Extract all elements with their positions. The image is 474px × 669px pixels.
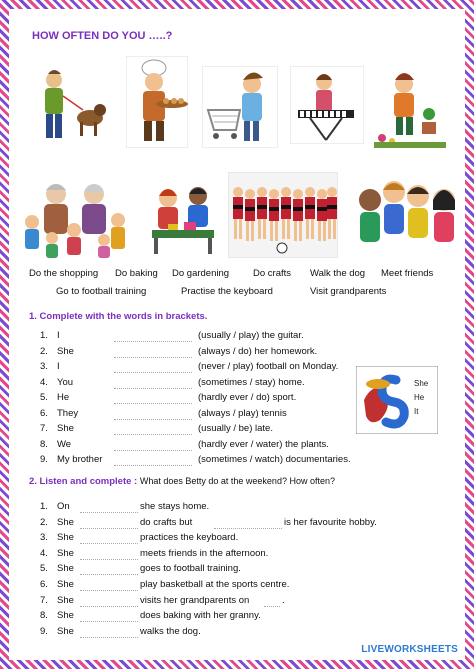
item-text: goes to football training.	[140, 563, 241, 575]
answer-gap[interactable]	[80, 559, 138, 560]
item-subject: She	[57, 423, 74, 434]
section-1-title: 1. Complete with the words in brackets.	[29, 311, 208, 322]
answer-gap[interactable]	[214, 528, 282, 529]
worksheet-title: HOW OFTEN DO YOU …..?	[32, 30, 173, 42]
section-2-row	[14, 532, 454, 546]
item-number: 4.	[40, 547, 48, 559]
answer-gap[interactable]	[80, 528, 138, 529]
item-number: 5.	[40, 392, 48, 403]
answer-gap[interactable]	[114, 403, 192, 404]
word-practise-the-keyboard: Practise the keyboard	[181, 286, 273, 297]
section-2-row	[14, 501, 454, 515]
item-subject: She	[57, 563, 74, 575]
section-2-row	[14, 626, 454, 640]
word-walk-the-dog: Walk the dog	[310, 268, 366, 279]
word-bank-row-1	[14, 268, 460, 282]
answer-gap[interactable]	[80, 621, 138, 622]
liveworksheets-logo: LIVEWORKSHEETS	[361, 644, 458, 655]
word-do-gardening: Do gardening	[172, 268, 230, 279]
sticker-it: It	[414, 407, 419, 416]
item-number: 1.	[40, 330, 48, 341]
word-do-the-shopping: Do the shopping	[29, 268, 99, 279]
answer-gap[interactable]	[114, 419, 192, 420]
item-hint: (hardly ever / do) sport.	[198, 392, 297, 403]
answer-gap[interactable]	[80, 606, 138, 607]
section-2-row	[14, 563, 454, 577]
answer-gap[interactable]	[114, 388, 192, 389]
word-bank-row-2	[14, 286, 460, 300]
football-training-picture	[228, 172, 338, 258]
item-number: 8.	[40, 438, 48, 450]
item-number: 7.	[40, 594, 48, 606]
answer-gap[interactable]	[80, 543, 138, 544]
section-2-question: What does Betty do at the weekend? How often?	[139, 476, 335, 486]
item-after-text: .	[282, 594, 285, 606]
walk-the-dog-picture	[28, 66, 108, 148]
section-1-row	[14, 454, 454, 468]
sticker-he: He	[414, 393, 425, 402]
item-number: 2.	[40, 345, 48, 357]
item-subject: My brother	[57, 454, 103, 465]
practise-keyboard-picture	[290, 66, 364, 144]
answer-gap[interactable]	[264, 606, 280, 607]
answer-gap[interactable]	[80, 512, 138, 513]
answer-gap[interactable]	[80, 574, 138, 575]
item-subject: I	[57, 330, 60, 341]
section-2-row	[14, 517, 454, 531]
item-subject: She	[57, 516, 74, 528]
do-the-shopping-picture	[202, 66, 278, 148]
word-meet-friends: Meet friends	[381, 268, 434, 279]
do-gardening-picture	[374, 66, 446, 148]
answer-gap[interactable]	[114, 465, 192, 466]
item-subject: You	[57, 376, 74, 388]
word-visit-grandparents: Visit grandparents	[310, 286, 387, 297]
section-1-row	[14, 346, 454, 360]
item-number: 8.	[40, 610, 48, 622]
item-text: practices the keyboard.	[140, 532, 239, 544]
item-subject: She	[57, 594, 74, 606]
item-text: visits her grandparents on	[140, 594, 250, 606]
do-crafts-picture	[148, 180, 218, 256]
sticker-she: She	[414, 379, 429, 388]
answer-gap[interactable]	[114, 357, 192, 358]
item-subject: She	[57, 345, 74, 357]
item-hint: (usually / be) late.	[198, 423, 273, 434]
item-hint: (hardly ever / water) the plants.	[198, 438, 329, 450]
answer-gap[interactable]	[80, 590, 138, 591]
section-1-row	[14, 330, 454, 344]
item-subject: They	[57, 407, 79, 419]
answer-gap[interactable]	[80, 637, 138, 638]
answer-gap[interactable]	[114, 341, 192, 342]
section-2-row	[14, 610, 454, 624]
word-do-baking: Do baking	[115, 268, 158, 279]
section-2-heading: 2. Listen and complete :	[29, 476, 138, 487]
item-after-text: is her favourite hobby.	[284, 516, 377, 528]
item-text: walks the dog.	[140, 625, 201, 637]
item-hint: (sometimes / watch) documentaries.	[198, 454, 351, 465]
item-number: 3.	[40, 532, 48, 544]
section-1-row	[14, 439, 454, 453]
item-subject: She	[57, 625, 74, 637]
answer-gap[interactable]	[114, 372, 192, 373]
item-text: meets friends in the afternoon.	[140, 547, 269, 559]
word-go-to-football-training: Go to football training	[56, 286, 147, 297]
item-number: 9.	[40, 454, 48, 465]
item-text: does baking with her granny.	[140, 610, 261, 622]
visit-grandparents-picture	[22, 172, 130, 262]
item-hint: (always / play) tennis	[198, 407, 287, 419]
worksheet-page	[14, 14, 460, 655]
item-text: do crafts but	[140, 516, 193, 528]
item-subject: She	[57, 547, 74, 559]
item-number: 6.	[40, 579, 48, 590]
item-subject: We	[57, 438, 72, 450]
answer-gap[interactable]	[114, 434, 192, 435]
item-hint: (always / do) her homework.	[198, 345, 318, 357]
item-subject: He	[57, 392, 70, 403]
item-number: 9.	[40, 625, 48, 637]
section-2-row	[14, 595, 454, 609]
item-subject: On	[57, 501, 70, 512]
section-2-row	[14, 548, 454, 562]
item-subject: She	[57, 610, 74, 622]
item-text: she stays home.	[140, 501, 210, 512]
item-subject: She	[57, 532, 74, 544]
item-number: 4.	[40, 376, 48, 388]
section-2-row	[14, 579, 454, 593]
answer-gap[interactable]	[114, 450, 192, 451]
item-hint: (never / play) football on Monday.	[198, 361, 339, 372]
item-subject: She	[57, 579, 74, 590]
meet-friends-picture	[356, 172, 460, 260]
item-hint: (usually / play) the guitar.	[198, 330, 304, 341]
super-s-sticker	[356, 366, 438, 434]
item-number: 1.	[40, 501, 48, 512]
item-text: play basketball at the sports centre.	[140, 579, 290, 590]
section-2-title	[29, 476, 335, 487]
item-number: 6.	[40, 407, 48, 419]
item-number: 7.	[40, 423, 48, 434]
item-number: 2.	[40, 516, 48, 528]
item-hint: (sometimes / stay) home.	[198, 376, 305, 388]
do-baking-picture	[126, 56, 188, 148]
item-number: 3.	[40, 361, 48, 372]
item-number: 5.	[40, 563, 48, 575]
word-do-crafts: Do crafts	[253, 268, 292, 279]
item-subject: I	[57, 361, 60, 372]
